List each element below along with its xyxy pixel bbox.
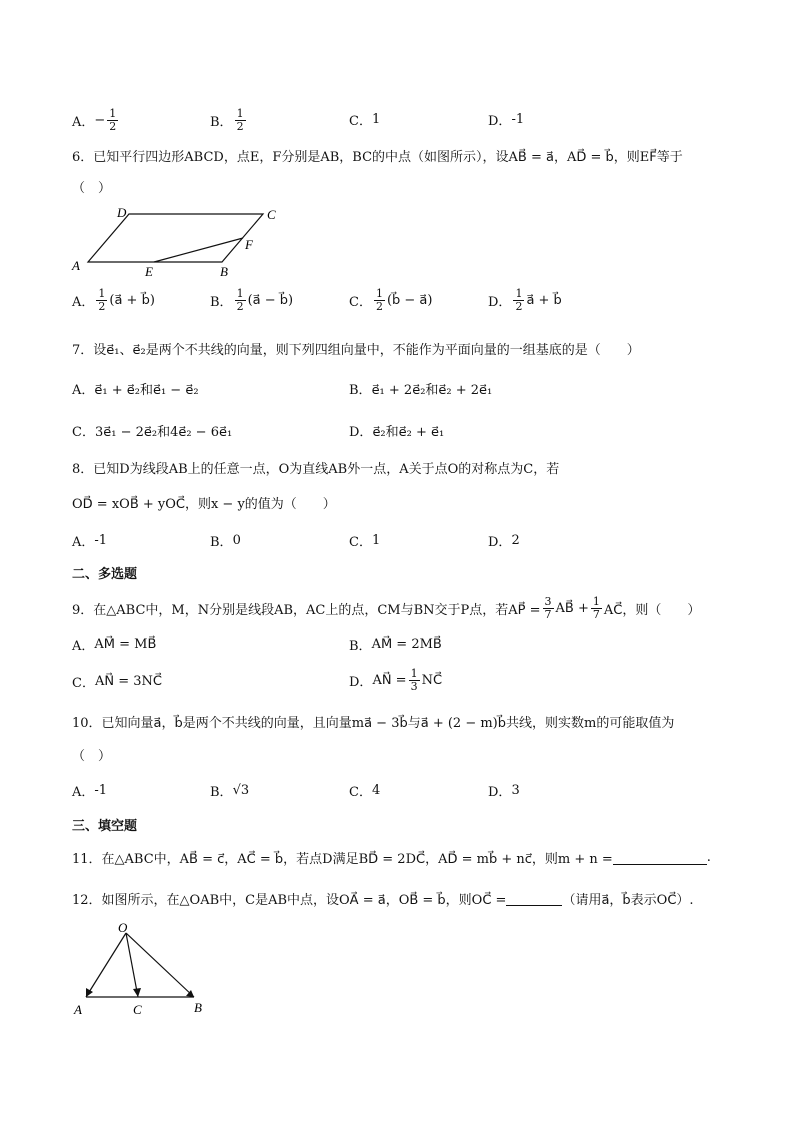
option-text: AM⃗ = 2MB⃗	[371, 637, 442, 652]
fraction-num: 1	[236, 287, 244, 300]
q9-stem-part: AB⃗ +	[555, 601, 589, 616]
option-label: C．	[72, 676, 95, 691]
option-label: B．	[210, 115, 233, 130]
option-label: B．	[349, 639, 372, 654]
option-text: 1	[371, 112, 381, 127]
fraction	[591, 596, 602, 621]
option-label: A．	[72, 639, 95, 654]
q8-stem-line2: OD⃗ = xOB⃗ + yOC⃗，则x − y的值为（ ）	[72, 497, 336, 512]
q6-paren: （ ）	[72, 181, 112, 196]
q9-option-d	[349, 668, 442, 693]
fraction-num: 1	[236, 107, 244, 120]
fraction-num: 1	[410, 667, 418, 680]
q5-option-a	[72, 108, 120, 133]
q9-option-c	[72, 672, 162, 691]
q12-stem-end: （请用a⃗，b⃗表示OC⃗）.	[562, 893, 694, 908]
fraction-den: 3	[410, 680, 418, 693]
fraction-den: 2	[236, 120, 244, 133]
parallelogram-figure	[70, 203, 290, 279]
q10-option-c	[349, 781, 380, 800]
fraction-den: 2	[236, 300, 244, 313]
option-label: B．	[210, 295, 233, 310]
label-d: D	[117, 205, 127, 220]
option-text: AM⃗ = MB⃗	[94, 637, 157, 652]
option-text: 4	[371, 783, 381, 798]
fraction-num: 1	[375, 287, 383, 300]
option-text: -1	[94, 533, 108, 548]
option-label: D．	[349, 425, 373, 440]
option-text: 3	[511, 783, 520, 798]
q11-stem	[72, 848, 711, 867]
option-text: e⃗₂和e⃗₂ + e⃗₁	[372, 425, 445, 440]
q9-option-a	[72, 635, 156, 654]
q5-option-c	[349, 110, 380, 129]
option-text: -1	[511, 112, 525, 127]
label-b: B	[220, 264, 228, 279]
option-label: B．	[210, 785, 233, 800]
q8-option-b	[210, 531, 241, 550]
option-text: 1	[371, 533, 381, 548]
q6-option-a	[72, 288, 155, 313]
option-text: NC⃗	[421, 673, 443, 688]
q9-option-b	[349, 635, 442, 654]
q8-stem-line1: 8．已知D为线段AB上的任意一点，O为直线AB外一点，A关于点O的对称点为C，若	[72, 462, 560, 477]
fraction-den: 7	[544, 608, 552, 621]
q12-stem-text: 12．如图所示，在△OAB中，C是AB中点，设OA⃗ = a⃗，OB⃗ = b⃗，则OC⃗ =	[72, 893, 507, 908]
option-text: AN⃗ = 3NC⃗	[94, 674, 162, 689]
option-text: e⃗₁ + e⃗₂和e⃗₁ − e⃗₂	[94, 383, 199, 398]
option-label: B．	[349, 383, 372, 398]
option-sign: −	[94, 113, 106, 128]
q12-stem	[72, 889, 694, 908]
option-label: B．	[210, 535, 233, 550]
q10-stem: 10．已知向量a⃗，b⃗是两个不共线的向量，且向量ma⃗ − 3b⃗与a⃗ + (2 − m)b⃗共线，则实数m的可能取值为	[72, 716, 675, 731]
fraction-den: 2	[375, 300, 383, 313]
fraction	[107, 108, 118, 133]
q7-option-b	[349, 379, 492, 398]
q6-option-b	[210, 288, 293, 313]
q9-stem-part: AC⃗，则（ ）	[603, 603, 701, 618]
q6-option-d	[488, 288, 562, 313]
fraction-den: 2	[98, 300, 106, 313]
label-f: F	[245, 237, 253, 252]
fraction-num: 1	[109, 107, 117, 120]
label-a: A	[72, 258, 80, 273]
label-c: C	[267, 207, 276, 222]
option-label: C．	[349, 295, 372, 310]
option-label: D．	[488, 295, 512, 310]
fraction-num: 1	[515, 287, 523, 300]
q11-stem-end: .	[706, 850, 711, 865]
fraction	[409, 668, 420, 693]
option-label: A．	[72, 535, 95, 550]
option-label: D．	[488, 114, 512, 129]
option-text: √3	[232, 783, 250, 798]
fraction	[513, 288, 524, 313]
q9-stem-part: 9．在△ABC中，M，N分别是线段AB，AC上的点，CM与BN交于P点，若AP⃗ =	[72, 603, 541, 618]
option-label: D．	[349, 675, 373, 690]
fraction	[543, 596, 554, 621]
option-expr: (a⃗ + b⃗)	[109, 293, 155, 308]
q7-stem: 7．设e⃗₁、e⃗₂是两个不共线的向量，则下列四组向量中，不能作为平面向量的一组基底的是（ ）	[72, 343, 640, 358]
option-text: 3e⃗₁ − 2e⃗₂和4e⃗₂ − 6e⃗₁	[94, 425, 233, 440]
answer-blank[interactable]	[506, 891, 562, 906]
option-expr: (a⃗ − b⃗)	[247, 293, 294, 308]
answer-blank[interactable]	[613, 850, 707, 865]
fraction	[235, 288, 246, 313]
q10-option-d	[488, 781, 520, 800]
q10-paren: （ ）	[72, 749, 112, 764]
q11-stem-text: 11．在△ABC中，AB⃗ = c⃗，AC⃗ = b⃗，若点D满足BD⃗ = 2DC⃗，AD⃗ = mb⃗ + nc⃗，则m + n =	[72, 852, 613, 867]
option-label: C．	[349, 535, 372, 550]
arrowhead-c	[133, 988, 141, 997]
option-text: AN⃗ =	[372, 673, 407, 688]
q6-stem: 6．已知平行四边形ABCD，点E，F分别是AB，BC的中点（如图所示），设AB⃗ = a⃗，AD⃗ = b⃗，则EF⃗等于	[72, 150, 683, 165]
q10-option-a	[72, 781, 107, 800]
option-text: 0	[232, 533, 241, 548]
option-label: C．	[349, 785, 372, 800]
label-a: A	[74, 1002, 82, 1017]
option-label: A．	[72, 115, 95, 130]
parallelogram-abcd	[88, 214, 263, 262]
q7-option-c	[72, 421, 232, 440]
fraction-num: 3	[544, 595, 552, 608]
triangle-oab-figure	[70, 920, 215, 1020]
q7-option-d	[349, 421, 444, 440]
fraction	[235, 108, 246, 133]
fraction-num: 1	[592, 595, 600, 608]
option-label: A．	[72, 295, 95, 310]
fraction	[374, 288, 385, 313]
option-text: -1	[94, 783, 108, 798]
option-label: D．	[488, 785, 512, 800]
segment-oa	[86, 933, 126, 997]
option-label: D．	[488, 535, 512, 550]
fraction	[96, 288, 107, 313]
option-expr: a⃗ + b⃗	[526, 293, 562, 308]
label-e: E	[145, 264, 153, 279]
option-expr: (b⃗ − a⃗)	[386, 293, 433, 308]
q8-option-d	[488, 531, 520, 550]
segment-ef	[154, 238, 243, 262]
q8-option-c	[349, 531, 380, 550]
option-label: A．	[72, 785, 95, 800]
section-heading-fill-in: 三、填空题	[72, 819, 138, 834]
option-label: C．	[72, 425, 95, 440]
q7-option-a	[72, 379, 199, 398]
option-text: 2	[511, 533, 520, 548]
q9-stem	[72, 596, 700, 621]
fraction-den: 2	[515, 300, 523, 313]
option-text: e⃗₁ + 2e⃗₂和e⃗₂ + 2e⃗₁	[371, 383, 493, 398]
q5-option-b	[210, 108, 248, 133]
q6-option-c	[349, 288, 432, 313]
fraction-den: 7	[592, 608, 600, 621]
option-label: A．	[72, 383, 95, 398]
label-b: B	[194, 1000, 202, 1015]
label-c: C	[133, 1002, 142, 1017]
section-heading-multiple-choice: 二、多选题	[72, 567, 138, 582]
fraction-num: 1	[98, 287, 106, 300]
option-label: C．	[349, 114, 372, 129]
fraction-den: 2	[109, 120, 117, 133]
arrowhead-a	[86, 988, 93, 997]
q8-option-a	[72, 531, 107, 550]
label-o: O	[118, 920, 128, 935]
q5-option-d	[488, 110, 524, 129]
q10-option-b	[210, 781, 249, 800]
